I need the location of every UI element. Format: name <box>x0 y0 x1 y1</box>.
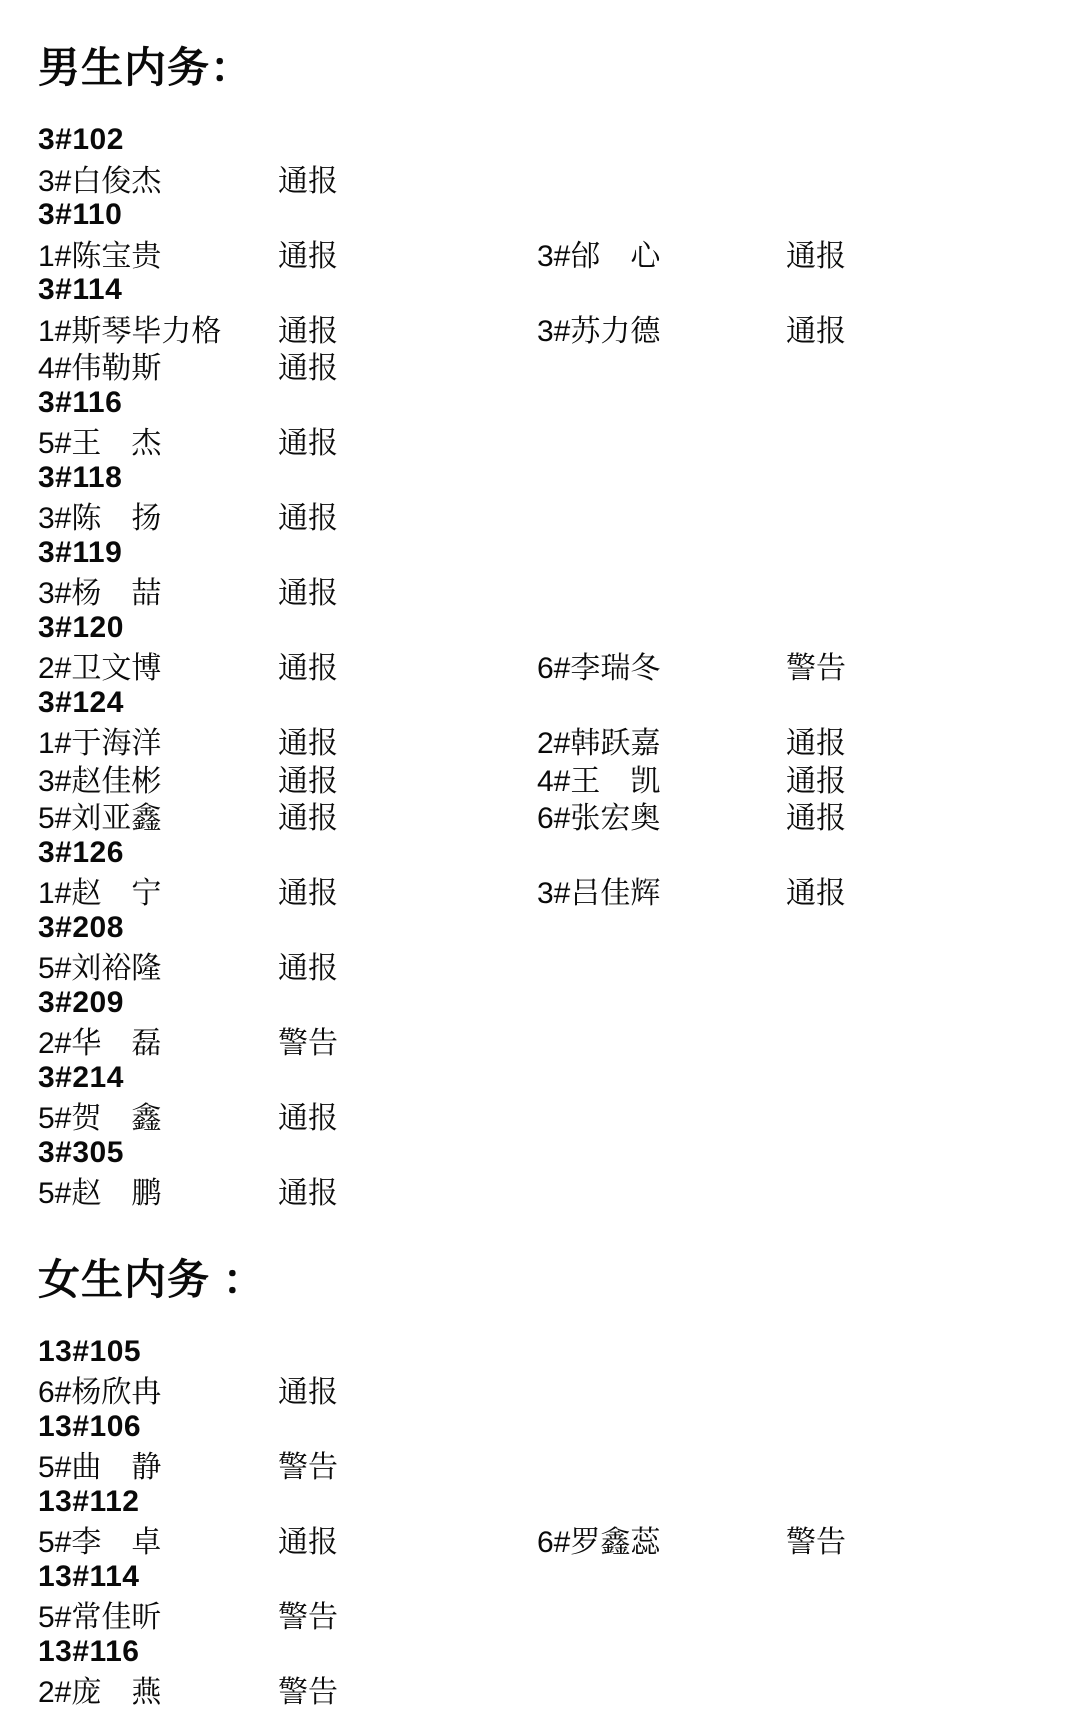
student-row <box>38 309 1080 347</box>
student-row <box>38 1021 1080 1059</box>
status-label: 通报 <box>278 1102 338 1135</box>
room-number: 3#102 <box>38 123 124 156</box>
student-name: 4#伟勒斯 <box>38 352 162 385</box>
section-title: 男生内务： <box>38 44 254 92</box>
status-label: 通报 <box>278 802 338 835</box>
room-number: 3#208 <box>38 910 124 944</box>
room-number: 3#305 <box>38 1135 124 1169</box>
student-name: 3#白俊杰 <box>38 164 162 198</box>
student-name: 3#杨 喆 <box>38 577 162 610</box>
section-boys <box>38 43 1080 1209</box>
student-name: 5#李 卓 <box>38 1526 162 1560</box>
student-name: 6#杨欣冉 <box>38 1376 162 1410</box>
status-label: 通报 <box>278 239 338 273</box>
status-label: 通报 <box>278 1177 338 1210</box>
status-label: 通报 <box>278 164 338 198</box>
student-row <box>38 496 1080 534</box>
status-label: 警告 <box>278 1676 338 1710</box>
student-row <box>38 1370 1080 1408</box>
status-label: 警告 <box>278 1601 338 1635</box>
student-name: 3#陈 扬 <box>38 502 162 535</box>
student-row <box>38 421 1080 459</box>
student-row <box>38 721 1080 759</box>
section-rows <box>38 121 1080 1209</box>
status-label: 通报 <box>278 427 338 460</box>
student-row <box>38 346 1080 384</box>
status-label: 通报 <box>786 314 846 348</box>
student-row <box>38 796 1080 834</box>
room-number: 3#110 <box>38 198 123 231</box>
student-name: 1#陈宝贵 <box>38 239 162 273</box>
status-label: 通报 <box>278 877 338 910</box>
student-name: 6#张宏奥 <box>537 802 661 835</box>
student-name: 6#李瑞冬 <box>537 652 661 685</box>
room-number: 3#126 <box>38 835 124 869</box>
student-name: 2#韩跃嘉 <box>537 727 661 760</box>
student-name: 5#常佳昕 <box>38 1601 162 1635</box>
student-name: 3#赵佳彬 <box>38 764 162 798</box>
student-row <box>38 1096 1080 1134</box>
student-name: 5#王 杰 <box>38 427 162 460</box>
student-name: 4#王 凯 <box>537 764 661 798</box>
section-title: 女生内务 ： <box>38 1255 266 1303</box>
status-label: 通报 <box>278 764 338 798</box>
room-number: 13#112 <box>38 1484 140 1518</box>
room-number: 3#209 <box>38 985 124 1019</box>
room-number: 3#118 <box>38 460 123 494</box>
status-label: 通报 <box>786 802 846 835</box>
student-name: 5#曲 静 <box>38 1451 162 1485</box>
room-number: 13#106 <box>38 1409 142 1443</box>
room-number: 3#120 <box>38 610 124 644</box>
status-label: 警告 <box>278 1451 338 1485</box>
student-name: 1#于海洋 <box>38 727 162 760</box>
student-name: 3#邰 心 <box>537 239 661 273</box>
student-name: 1#斯琴毕力格 <box>38 314 222 348</box>
room-number: 13#114 <box>38 1559 140 1593</box>
status-label: 通报 <box>278 1376 338 1410</box>
student-name: 2#华 磊 <box>38 1027 162 1060</box>
student-row <box>38 759 1080 797</box>
student-name: 2#卫文博 <box>38 652 162 685</box>
student-row <box>38 1171 1080 1209</box>
status-label: 警告 <box>786 652 846 685</box>
student-name: 6#罗鑫蕊 <box>537 1526 661 1560</box>
status-label: 通报 <box>278 652 338 685</box>
student-row <box>38 646 1080 684</box>
student-name: 5#刘裕隆 <box>38 952 162 985</box>
status-label: 通报 <box>278 1526 338 1560</box>
student-row <box>38 1595 1080 1633</box>
room-number: 3#114 <box>38 273 123 306</box>
student-row <box>38 159 1080 197</box>
student-name: 5#赵 鹏 <box>38 1177 162 1210</box>
status-label: 通报 <box>278 952 338 985</box>
status-label: 通报 <box>278 577 338 610</box>
student-row <box>38 946 1080 984</box>
student-name: 1#赵 宁 <box>38 877 162 910</box>
room-number: 13#116 <box>38 1634 140 1668</box>
student-row <box>38 871 1080 909</box>
room-number: 3#214 <box>38 1060 124 1094</box>
status-label: 警告 <box>278 1027 338 1060</box>
room-number: 13#105 <box>38 1334 142 1368</box>
status-label: 通报 <box>786 877 846 910</box>
student-name: 5#贺 鑫 <box>38 1102 162 1135</box>
section-girls <box>38 1255 1080 1708</box>
student-row <box>38 1445 1080 1483</box>
student-name: 3#苏力德 <box>537 314 661 348</box>
student-name: 3#吕佳辉 <box>537 877 661 910</box>
status-label: 通报 <box>278 352 338 385</box>
student-name: 5#刘亚鑫 <box>38 802 162 835</box>
status-label: 警告 <box>786 1526 846 1560</box>
student-row <box>38 234 1080 272</box>
status-label: 通报 <box>786 239 846 273</box>
student-row <box>38 1520 1080 1558</box>
status-label: 通报 <box>278 314 338 348</box>
room-number: 3#119 <box>38 535 123 569</box>
room-number: 3#124 <box>38 685 124 719</box>
student-name: 2#庞 燕 <box>38 1676 162 1710</box>
student-row <box>38 571 1080 609</box>
status-label: 通报 <box>278 727 338 760</box>
status-label: 通报 <box>786 764 846 798</box>
room-number: 3#116 <box>38 385 123 419</box>
status-label: 通报 <box>278 502 338 535</box>
section-rows <box>38 1333 1080 1708</box>
status-label: 通报 <box>786 727 846 760</box>
student-row <box>38 1670 1080 1708</box>
